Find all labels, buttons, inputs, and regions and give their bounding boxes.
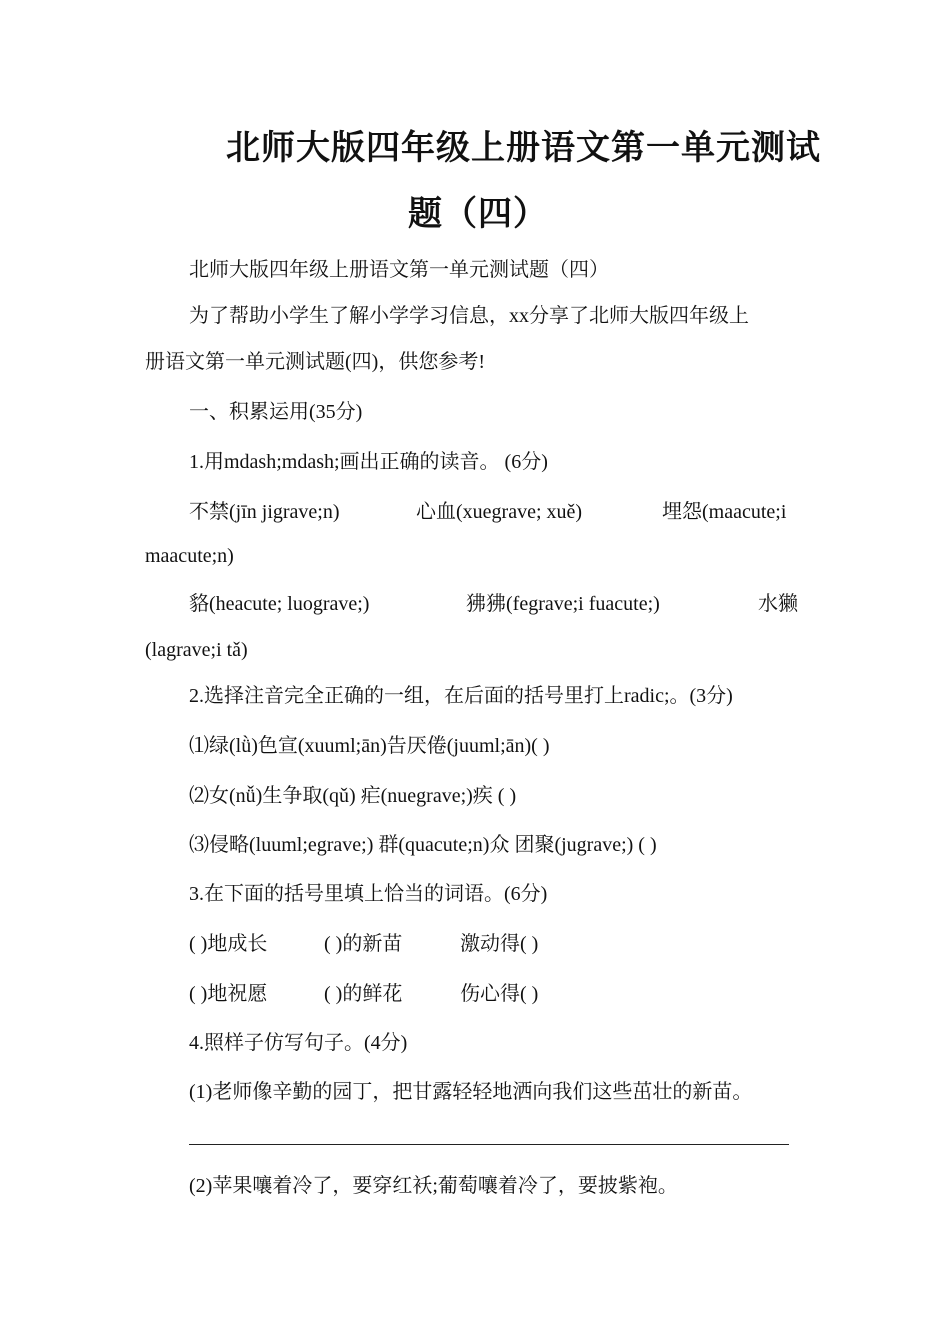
answer-line [189, 1144, 789, 1145]
q3-blank: 伤心得( ) [460, 983, 539, 1005]
q3-blank: ( )地成长 [189, 933, 268, 955]
q1-item-maiyuan-wrap: maacute;n) [145, 545, 234, 567]
question-3-stem: 3.在下面的括号里填上恰当的词语。(6分) [189, 883, 548, 905]
q1-item-shuita-wrap: (lagrave;i tǎ) [145, 639, 248, 661]
q4-example-sentence-2: (2)苹果嚷着冷了，要穿红袄;葡萄嚷着冷了，要披紫袍。 [189, 1175, 678, 1197]
subtitle: 北师大版四年级上册语文第一单元测试题（四） [189, 259, 609, 281]
q3-blank: ( )的鲜花 [324, 983, 403, 1005]
q1-item-xinxue: 心血(xuegrave; xuě) [416, 501, 583, 523]
q1-item-feifei: 狒狒(fegrave;i fuacute;) [466, 593, 660, 615]
q3-blank: ( )的新苗 [324, 933, 403, 955]
document-title-line2: 题（四） [408, 194, 548, 234]
q2-option-3: ⑶侵略(luuml;egrave;) 群(quacute;n)众 团聚(jugrave;) ( ) [189, 834, 657, 856]
document-title-line1: 北师大版四年级上册语文第一单元测试 [226, 128, 821, 168]
q1-item-bujin: 不禁(jīn jigrave;n) [189, 501, 340, 523]
question-4-stem: 4.照样子仿写句子。(4分) [189, 1032, 408, 1054]
question-1-stem: 1.用mdash;mdash;画出正确的读音。 (6分) [189, 451, 548, 473]
intro-paragraph-line2: 册语文第一单元测试题(四)，供您参考! [145, 351, 485, 373]
q4-example-sentence-1: (1)老师像辛勤的园丁，把甘露轻轻地洒向我们这些茁壮的新苗。 [189, 1081, 753, 1103]
section-heading: 一、积累运用(35分) [189, 401, 363, 423]
q1-item-maiyuan: 埋怨(maacute;i [662, 501, 787, 523]
q1-item-shuita: 水獭 [758, 593, 798, 615]
q2-option-2: ⑵女(nǚ)生争取(qǔ) 疟(nuegrave;)疾 ( ) [189, 785, 517, 807]
q3-blank: ( )地祝愿 [189, 983, 268, 1005]
q3-blank: 激动得( ) [460, 933, 539, 955]
q1-item-he: 貉(heacute; luograve;) [189, 593, 370, 615]
q2-option-1: ⑴绿(lǜ)色宣(xuuml;ān)告厌倦(juuml;ān)( ) [189, 735, 550, 757]
intro-paragraph-line1: 为了帮助小学生了解小学学习信息，xx分享了北师大版四年级上 [189, 305, 749, 327]
question-2-stem: 2.选择注音完全正确的一组，在后面的括号里打上radic;。(3分) [189, 685, 733, 707]
